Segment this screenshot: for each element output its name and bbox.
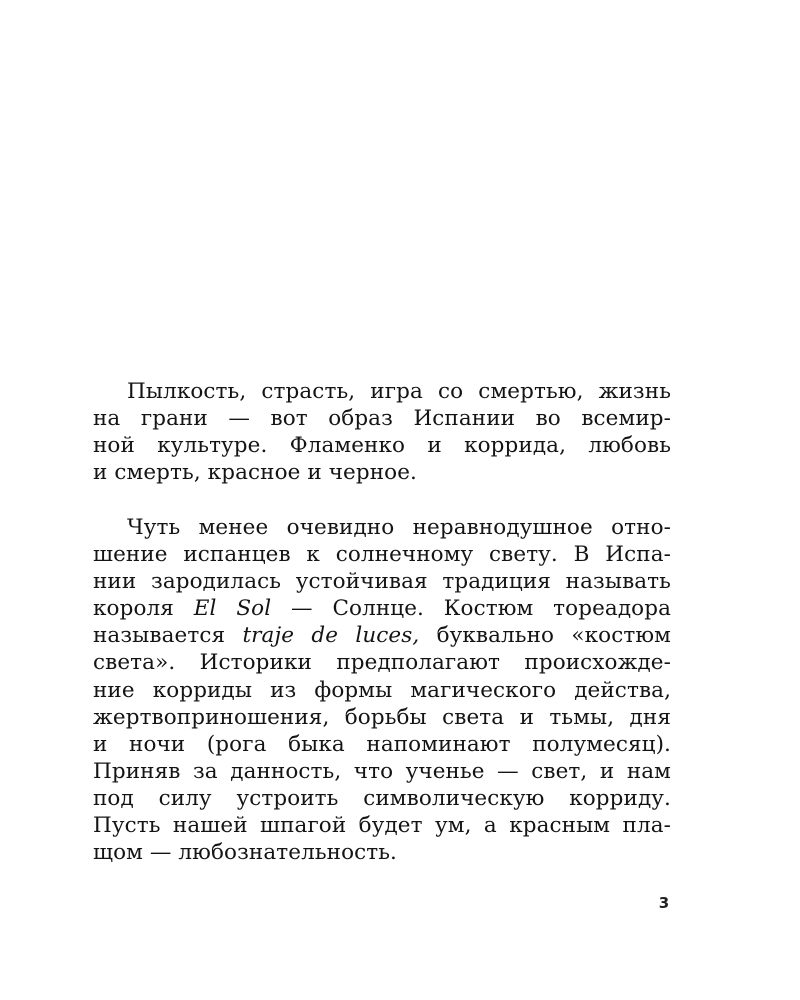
text-segment: — Солнце. Костюм тореадора (271, 596, 671, 622)
text-segment: буквально «костюм (419, 623, 671, 649)
text-line: жертвоприношения, борьбы света и тьмы, дня (93, 704, 671, 730)
text-line: и ночи (рога быка напоминают полумесяц). (93, 731, 671, 757)
text-line: Пусть нашей шпагой будет ум, а красным пла- (93, 813, 671, 839)
text-line: ной культуре. Фламенко и коррида, любовь (93, 433, 671, 459)
italic-term-el-sol: El Sol (193, 596, 272, 622)
text-line: на грани — вот образ Испании во всемир- (93, 406, 671, 432)
text-line: нии зародилась устойчивая традиция называть (93, 569, 671, 595)
text-line: света». Историки предполагают происхожде- (93, 650, 671, 676)
text-line: Пылкость, страсть, игра со смертью, жизнь (127, 379, 671, 404)
text-line: щом — любознательность. (93, 840, 397, 866)
paragraph-2 (93, 514, 671, 866)
text-line: ние корриды из формы магического действа, (93, 677, 671, 703)
text-line: Приняв за данность, что ученье — свет, и нам (93, 758, 671, 784)
text-line: Чуть менее очевидно неравнодушное отно- (127, 515, 671, 540)
text-line (93, 595, 671, 622)
paragraph-1 (93, 378, 671, 486)
text-line: шение испанцев к солнечному свету. В Испа- (93, 542, 671, 568)
italic-term-traje-de-luces: traje de luces, (242, 623, 420, 649)
text-line: и смерть, красное и черное. (93, 460, 417, 486)
text-segment: короля (93, 596, 194, 622)
text-line: под силу устроить символическую корриду. (93, 785, 671, 811)
text-segment: называется (93, 623, 243, 649)
page-number: 3 (658, 894, 670, 912)
text-line (93, 622, 671, 649)
